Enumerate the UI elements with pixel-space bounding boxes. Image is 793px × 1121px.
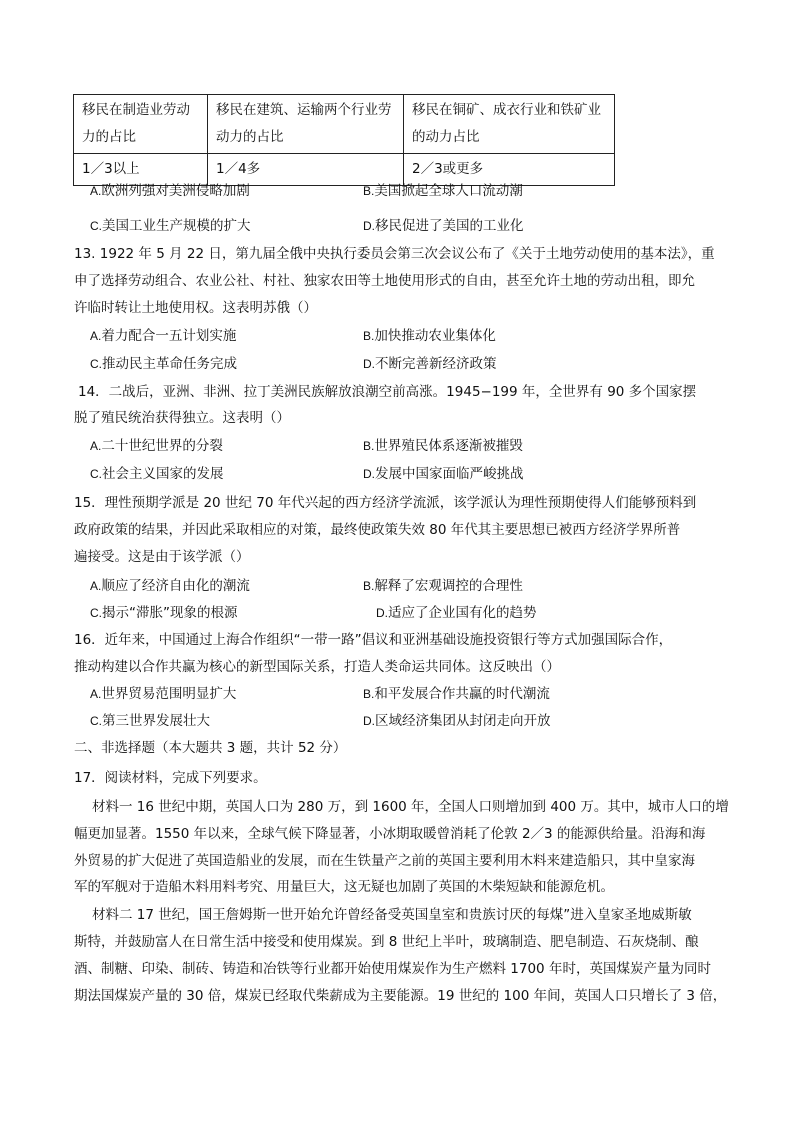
header-line: 的动力占比 [412,129,480,145]
option-text: 欧洲列强对美洲侵略加剧 [101,183,250,199]
option-text: 适应了企业国有化的趋势 [388,605,537,621]
table-header-cell [74,95,208,154]
material-one-line: 外贸易的扩大促进了英国造船业的发展，而在生铁量产之前的英国主要利用木料来建造船只，其中皇家海 [74,853,695,869]
header-line: 移民在铜矿、成衣行业和铁矿业 [412,102,601,118]
header-line: 动力的占比 [216,129,284,145]
header-line: 力的占比 [82,129,136,145]
option-key: B. [363,329,375,343]
option-text: 区域经济集团从封闭走向开放 [375,713,551,729]
q14-stem-line: 14．二战后，亚洲、非洲、拉丁美洲民族解放浪潮空前高涨。1945−199 年，全世界有 90 多个国家摆 [78,384,697,400]
option-key: C. [90,714,102,728]
table-header-cell [404,95,615,154]
q15-option-c[interactable] [90,603,238,623]
option-text: 世界贸易范围明显扩大 [101,686,237,702]
option-key: B. [363,687,375,701]
q16-option-a[interactable] [90,684,236,704]
q17-head: 17．阅读材料，完成下列要求。 [74,770,267,786]
option-key: A. [90,579,102,593]
option-key: A. [90,439,102,453]
option-key: D. [363,219,375,233]
option-key: B. [363,184,375,198]
q13-stem-line: 许临时转让土地使用权。这表明苏俄（） [74,300,317,316]
q15-option-a[interactable] [90,576,250,596]
option-text: 社会主义国家的发展 [102,466,224,482]
q16-stem-line: 推动构建以合作共赢为核心的新型国际关系，打造人类命运共同体。这反映出（） [74,659,560,675]
table-cell: 1／4多 [208,154,404,186]
material-one-line: 军的军舰对于造船木料用料考究、用量巨大，这无疑也加剧了英国的木柴短缺和能源危机。 [74,879,614,895]
q12-option-c[interactable] [90,216,251,236]
option-key: B. [363,579,375,593]
q13-stem-line: 13. 1922 年 5 月 22 日，第九届全俄中央执行委员会第三次会议公布了《关于土地劳动使用的基本法》，重 [74,246,715,262]
option-text: 解释了宏观调控的合理性 [374,578,523,594]
material-two-line: 斯特，并鼓励富人在日常生活中接受和使用煤炭。到 8 世纪上半叶，玻璃制造、肥皂制造、石灰烧制、酿 [74,934,699,950]
option-text: 发展中国家面临严峻挑战 [375,466,524,482]
q14-stem-line: 脱了殖民统治获得独立。这表明（） [74,410,290,426]
q12-option-a[interactable] [90,181,250,201]
option-text: 移民促进了美国的工业化 [375,218,524,234]
option-text: 加快推动农业集体化 [374,328,496,344]
table-header-cell [208,95,404,154]
q13-option-d[interactable] [363,354,497,374]
table-cell: 2／3或更多 [404,154,615,186]
q13-option-c[interactable] [90,354,237,374]
q16-option-d[interactable] [363,711,551,731]
q13-stem-line: 申了选择劳动组合、农业公社、村社、独家农田等土地使用形式的自由，甚至允许土地的劳动出租，即允 [74,273,695,289]
q13-option-b[interactable] [363,326,496,346]
q14-option-d[interactable] [363,464,524,484]
option-key: A. [90,184,102,198]
option-key: A. [90,687,102,701]
material-two-line: 酒、制糖、印染、制砖、铸造和冶铁等行业都开始使用煤炭作为生产燃料 1700 年时，英国煤炭产量为同时 [74,961,711,977]
material-two-line: 材料二 17 世纪，国王詹姆斯一世开始允许曾经备受英国皇室和贵族讨厌的每煤”进入皇家圣地威斯敏 [92,907,692,923]
option-text: 着力配合一五计划实施 [101,328,237,344]
q16-option-b[interactable] [363,684,550,704]
section-heading: 二、非选择题（本大题共 3 题，共计 52 分） [74,740,347,756]
option-key: C. [90,467,102,481]
option-key: A. [90,329,102,343]
header-line: 移民在制造业劳动 [82,102,190,118]
option-text: 揭示“滞胀”现象的根源 [102,605,238,621]
option-key: B. [363,439,375,453]
option-key: D. [363,357,375,371]
q16-option-c[interactable] [90,711,210,731]
option-text: 顺应了经济自由化的潮流 [101,578,250,594]
q13-option-a[interactable] [90,326,236,346]
option-key: C. [90,357,102,371]
q14-option-c[interactable] [90,464,224,484]
option-text: 美国工业生产规模的扩大 [102,218,251,234]
table-header-row [74,95,615,154]
q15-stem-line: 政府政策的结果，并因此采取相应的对策，最终使政策失效 80 年代其主要思想已被西方经济学界所普 [74,522,681,538]
option-text: 和平发展合作共赢的时代潮流 [374,686,550,702]
material-two-line: 期法国煤炭产量的 30 倍，煤炭已经取代柴薪成为主要能源。19 世纪的 100 年间，英国人口只增长了 3 倍， [74,988,727,1004]
material-one-line: 材料一 16 世纪中期，英国人口为 280 万，到 1600 年，全国人口则增加到 400 万。其中，城市人口的增 [92,799,729,815]
option-key: C. [90,219,102,233]
immigrant-labor-table [73,94,615,186]
option-key: D. [363,714,375,728]
option-text: 第三世界发展壮大 [102,713,210,729]
q16-stem-line: 16．近年来，中国通过上海合作组织“一带一路”倡议和亚洲基础设施投资银行等方式加强国际合作， [74,632,673,648]
q15-option-d[interactable] [376,603,537,623]
option-text: 世界殖民体系逐渐被摧毁 [374,438,523,454]
option-key: D. [363,467,375,481]
q14-option-a[interactable] [90,436,223,456]
q15-stem-line: 15．理性预期学派是 20 世纪 70 年代兴起的西方经济学流派，该学派认为理性预期使得人们能够预料到 [74,495,697,511]
option-text: 推动民主革命任务完成 [102,356,237,372]
q12-option-d[interactable] [363,216,524,236]
table-cell: 1／3以上 [74,154,208,186]
option-text: 二十世纪世界的分裂 [101,438,223,454]
option-key: C. [90,606,102,620]
option-text: 不断完善新经济政策 [375,356,497,372]
option-key: D. [376,606,388,620]
header-line: 移民在建筑、运输两个行业劳 [216,102,392,118]
material-one-line: 幅更加显著。1550 年以来，全球气候下降显著，小冰期取暖曾消耗了伦敦 2／3 的能源供给量。沿海和海 [74,826,706,842]
q12-option-b[interactable] [363,181,523,201]
q14-option-b[interactable] [363,436,523,456]
q15-option-b[interactable] [363,576,523,596]
option-text: 美国掀起全球人口流动潮 [374,183,523,199]
q15-stem-line: 遍接受。这是由于该学派（） [74,549,250,565]
